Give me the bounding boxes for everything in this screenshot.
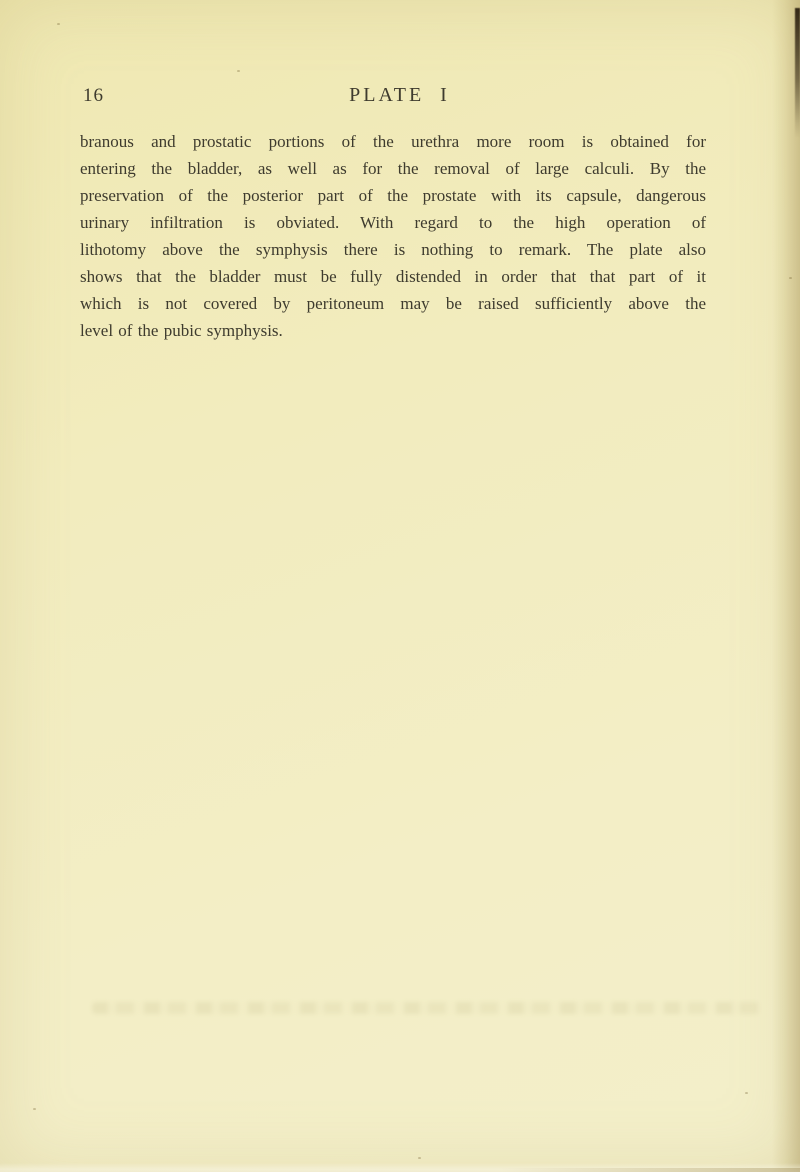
page-bottom-right-edge [500, 1168, 800, 1172]
body-line: lithotomy above the symphysis there is nothing to remark. The plate also [80, 240, 706, 259]
paper-speck [237, 70, 240, 72]
paper-speck [745, 1092, 748, 1094]
body-line: preservation of the posterior part of the prostate with its capsule, dangerous [80, 186, 706, 205]
body-line: urinary infiltration is obviated. With regard to the high operation of [80, 213, 706, 232]
page-right-edge-dark-line [795, 8, 800, 138]
paper-speck [418, 1157, 421, 1159]
body-line: level of the pubic symphysis. [80, 321, 283, 340]
paper-speck [57, 23, 60, 25]
body-line: which is not covered by peritoneum may be raised sufficiently above the [80, 294, 706, 313]
paper-speck [33, 1108, 36, 1110]
page-number: 16 [83, 85, 104, 106]
body-line: shows that the bladder must be fully distended in order that that part of it [80, 267, 706, 286]
body-line: entering the bladder, as well as for the removal of large calculi. By the [80, 159, 706, 178]
body-paragraph [80, 128, 706, 344]
page-title: PLATE I [349, 84, 450, 106]
paper-speck [789, 277, 792, 279]
page-show-through [92, 1002, 760, 1014]
page-right-edge-shadow [772, 0, 800, 1172]
body-line: branous and prostatic portions of the urethra more room is obtained for [80, 132, 706, 151]
